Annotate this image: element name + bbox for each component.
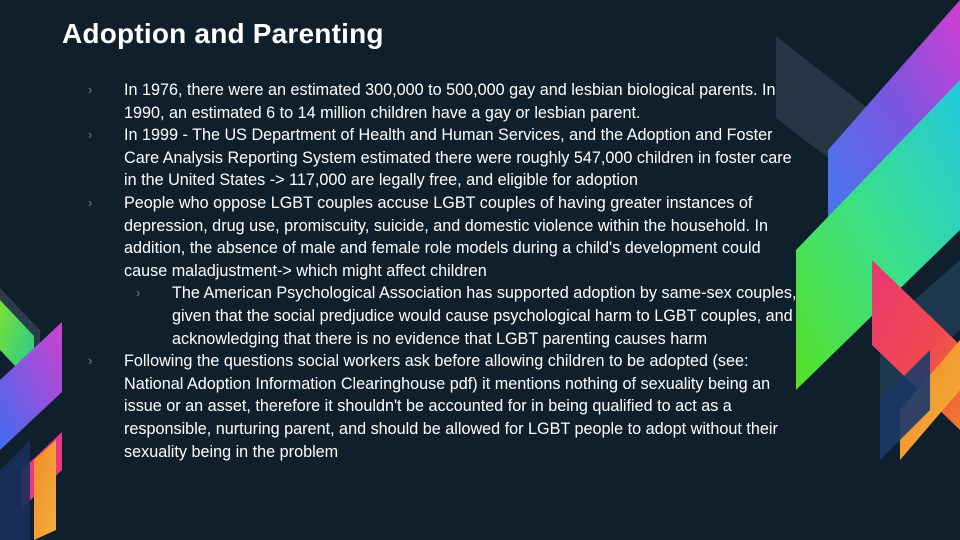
bullet-text: Following the questions social workers ask before allowing children to be adopted (see: National Adoption Information Clearinghouse pdf) it mentions nothing of sexuality being an issue or an asset, therefore it shouldn't be accounted for in being qualified to act as a responsible, nurturing parent, and should be allowed for LGBT people to adopt without their sexuality being in the problem bbox=[124, 352, 778, 461]
bullet-text: In 1999 - The US Department of Health and Human Services, and the Adoption and Foster Care Analysis Reporting System estimated there were roughly 547,000 children in foster care in the United States -> 117,000 are legally free, and eligible for adoption bbox=[124, 126, 792, 190]
shape-left-navy bbox=[0, 440, 30, 540]
bullet-item bbox=[88, 79, 800, 124]
shape-left-orange bbox=[34, 440, 56, 540]
bullet-list bbox=[88, 79, 800, 463]
chevron-right-icon: › bbox=[88, 127, 93, 143]
chevron-right-icon: › bbox=[136, 285, 141, 301]
slide-title: Adoption and Parenting bbox=[62, 18, 384, 49]
bullet-text: In 1976, there were an estimated 300,000 to 500,000 gay and lesbian biological parents. In 1990, an estimated 6 to 14 million children have a gay or lesbian parent. bbox=[124, 81, 776, 122]
chevron-right-icon: › bbox=[88, 194, 93, 210]
bullet-item bbox=[88, 192, 800, 282]
chevron-right-icon: › bbox=[88, 82, 93, 97]
bullet-item bbox=[88, 350, 800, 463]
bullet-text: The American Psychological Association has supported adoption by same-sex couples, given that the social predjudice would cause psychological harm to LGBT couples, and acknowledging that there is no evidence that LGBT parenting causes harm bbox=[172, 284, 797, 348]
chevron-right-icon: › bbox=[88, 353, 93, 369]
sub-bullet-item bbox=[88, 282, 800, 350]
bullet-item bbox=[88, 124, 800, 192]
bullet-text: People who oppose LGBT couples accuse LGBT couples of having greater instances of depression, drug use, promiscuity, suicide, and domestic violence within the household. In addition, the absence of male and female role models during a child's development could cause maladjustment-> which might affect children bbox=[124, 193, 768, 280]
